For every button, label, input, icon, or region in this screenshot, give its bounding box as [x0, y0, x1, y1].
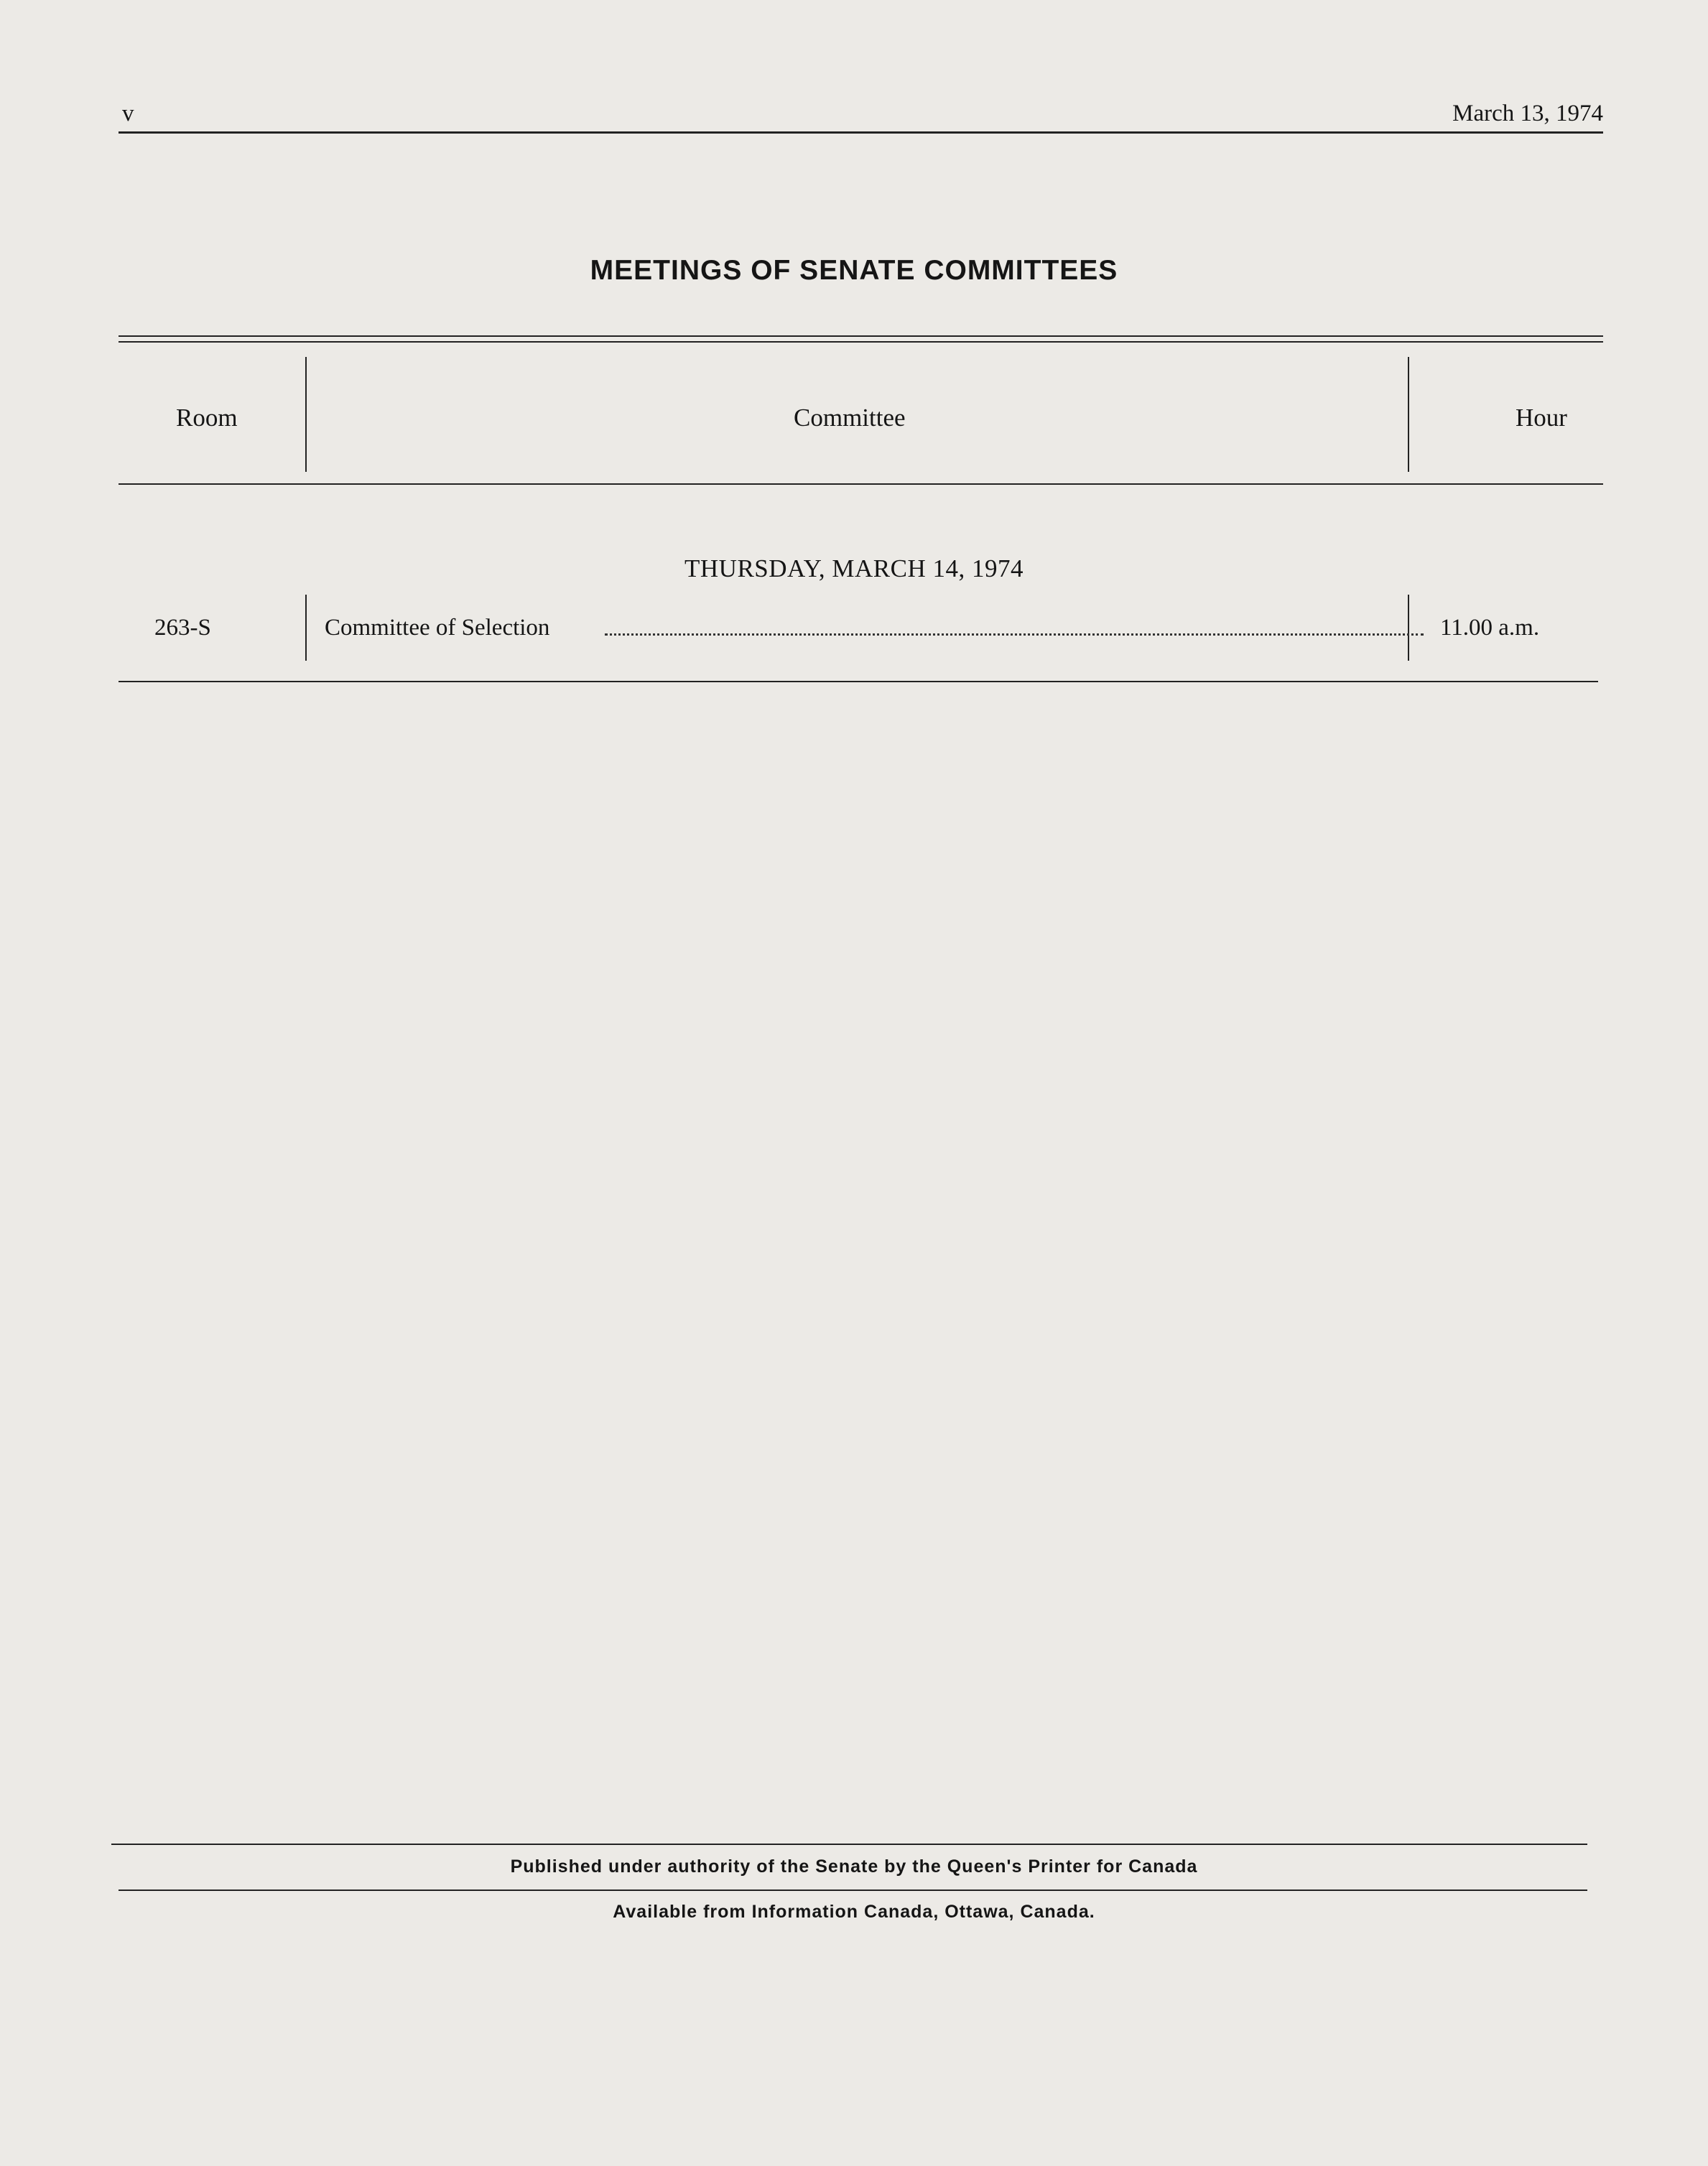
column-divider-right-header	[1408, 357, 1409, 472]
table-header-bottom-rule	[119, 483, 1603, 485]
column-header-hour: Hour	[1516, 404, 1567, 432]
availability-note: Available from Information Canada, Ottawa, Canada.	[613, 1902, 1095, 1922]
column-divider-right-row	[1408, 595, 1409, 661]
page-date: March 13, 1974	[1452, 101, 1603, 126]
row-committee: Committee of Selection	[325, 615, 550, 641]
row-room: 263-S	[154, 615, 211, 641]
table-top-rule	[119, 335, 1603, 337]
page-section-label: v	[122, 101, 134, 126]
column-divider-left-row	[305, 595, 307, 661]
table-bottom-rule	[119, 681, 1598, 682]
page-title: MEETINGS OF SENATE COMMITTEES	[590, 255, 1118, 286]
table-top-rule-2	[119, 341, 1603, 343]
column-header-room: Room	[176, 404, 238, 432]
footer-middle-rule	[119, 1890, 1587, 1891]
row-hour: 11.00 a.m.	[1440, 615, 1540, 641]
header-rule	[119, 131, 1603, 134]
dot-leader	[605, 633, 1424, 636]
footer-top-rule	[111, 1844, 1587, 1845]
column-divider-left-header	[305, 357, 307, 472]
column-header-committee: Committee	[794, 404, 906, 432]
publication-note: Published under authority of the Senate by the Queen's Printer for Canada	[510, 1856, 1198, 1877]
day-heading: THURSDAY, MARCH 14, 1974	[684, 554, 1024, 582]
